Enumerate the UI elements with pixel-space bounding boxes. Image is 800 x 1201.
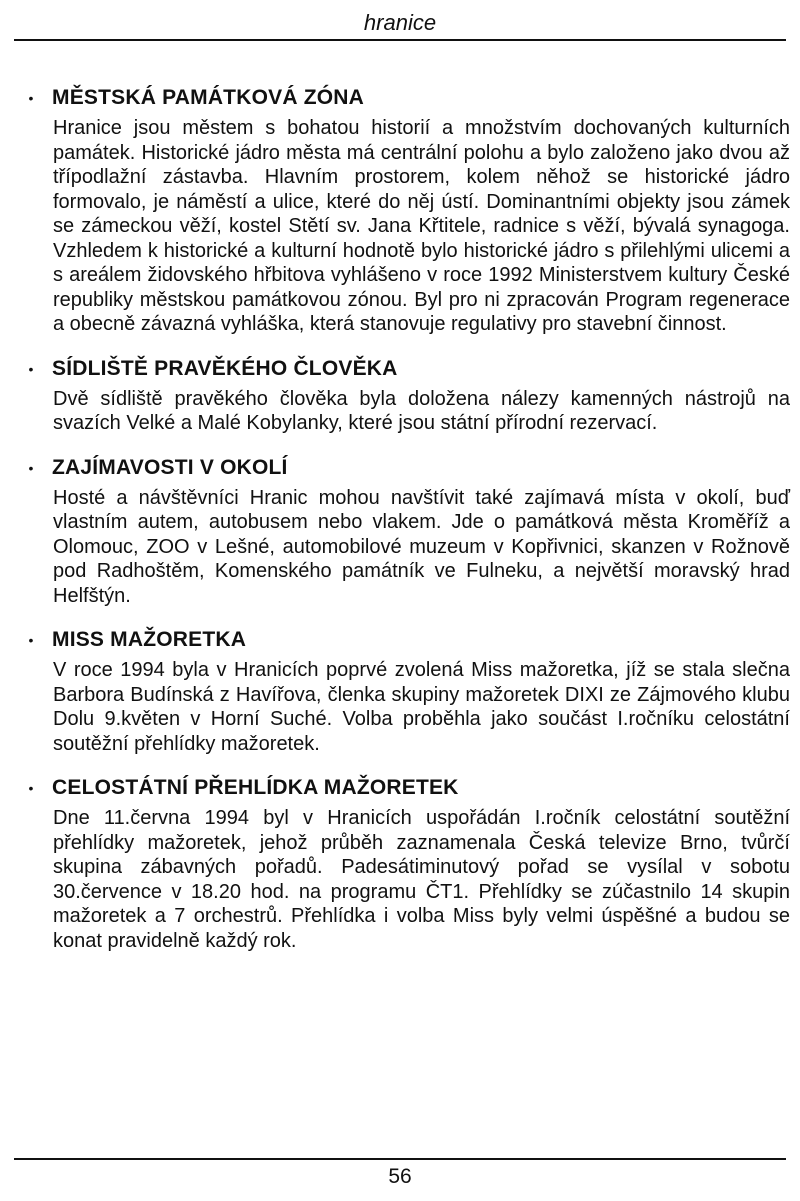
- section-miss-mazoretka: [10, 626, 790, 756]
- bullet-icon: •: [28, 360, 34, 377]
- section-heading-row: [10, 454, 790, 482]
- section-heading-row: [10, 84, 790, 112]
- page-number: 56: [388, 1165, 412, 1188]
- footer-rule: [14, 1158, 786, 1160]
- section-celostatni-prehlidka-mazoretek: [10, 774, 790, 953]
- bullet-icon: •: [28, 780, 34, 796]
- section-heading: ZAJÍMAVOSTI V OKOLÍ: [52, 455, 288, 479]
- section-paragraph: Hosté a návštěvníci Hranic mohou navštívit také zajímavá místa v okolí, buď vlastním autem, autobusem nebo vlakem. Jde o památková města Kroměříž a Olomouc, ZOO v Lešné, automobilové muzeum v Kopřivnici, skanzen v Rožnově pod Radhoštěm, Komenského památník ve Fulneku, a největší moravský hrad Helfštýn.: [53, 486, 790, 607]
- section-paragraph: Hranice jsou městem s bohatou historií a množstvím dochovaných kulturních památek. Historické jádro města má centrální polohu a bylo založeno jako dvou až třípodlažní zástavba. Hlavním prostorem, kolem něhož se historické jádro formovalo, je náměstí a ulice, které do něj ústí. Dominantními objekty jsou zámek se zámeckou věží, kostel Stětí sv. Jana Křtitele, radnice s věží, bývalá synagoga. Vzhledem k historické a kulturní hodnotě bylo historické jádro s přilehlými ulicemi a s areálem židovského hřbitova vyhlášeno v roce 1992 Ministerstvem kultury České republiky městskou památkovou zónou. Byl pro ni zpracován Program regenerace a obecně závazná vyhláška, která stanovuje regulativy pro stavební činnost.: [53, 117, 790, 335]
- section-heading: MĚSTSKÁ PAMÁTKOVÁ ZÓNA: [52, 86, 365, 109]
- section-sidliste-pravekeho-cloveka: [10, 355, 790, 436]
- section-heading-row: [10, 355, 790, 383]
- section-heading: CELOSTÁTNÍ PŘEHLÍDKA MAŽORETEK: [52, 776, 459, 799]
- section-heading: SÍDLIŠTĚ PRAVĚKÉHO ČLOVĚKA: [52, 356, 398, 380]
- section-heading-row: [10, 774, 790, 802]
- section-heading: MISS MAŽORETKA: [52, 628, 247, 651]
- section-paragraph: V roce 1994 byla v Hranicích poprvé zvolená Miss mažoretka, jíž se stala slečna Barbora Budínská z Havířova, členka skupiny mažoretek DIXI ze Zájmového klubu Dolu 9.květen v Horní Suché. Volba proběhla jako součást I.ročníku celostátní soutěžní přehlídky mažoretek.: [53, 659, 790, 755]
- section-mestska-pamatkova-zona: [10, 84, 790, 337]
- header-rule: [14, 39, 786, 41]
- page-content: [10, 84, 790, 971]
- bullet-icon: •: [28, 632, 34, 648]
- running-header: hranice: [363, 10, 437, 35]
- section-paragraph: Dne 11.června 1994 byl v Hranicích uspořádán I.ročník celostátní soutěžní přehlídky mažoretek, jehož průběh zaznamenala Česká televize Brno, tvůrčí skupina zábavných pořadů. Padesátiminutový pořad se vysílal v sobotu 30.července v 18.20 hod. na programu ČT1. Přehlídky se zúčastnilo 14 skupin mažoretek a 7 orchestrů. Přehlídka i volba Miss byly velmi úspěšné a budou se konat pravidelně každý rok.: [53, 807, 790, 952]
- section-paragraph: Dvě sídliště pravěkého člověka byla doložena nálezy kamenných nástrojů na svazích Velké a Malé Kobylanky, které jsou státní přírodní rezervací.: [53, 387, 790, 434]
- section-heading-row: [10, 626, 790, 654]
- bullet-icon: •: [28, 459, 34, 476]
- section-zajimavosti-v-okoli: [10, 454, 790, 609]
- bullet-icon: •: [28, 90, 34, 106]
